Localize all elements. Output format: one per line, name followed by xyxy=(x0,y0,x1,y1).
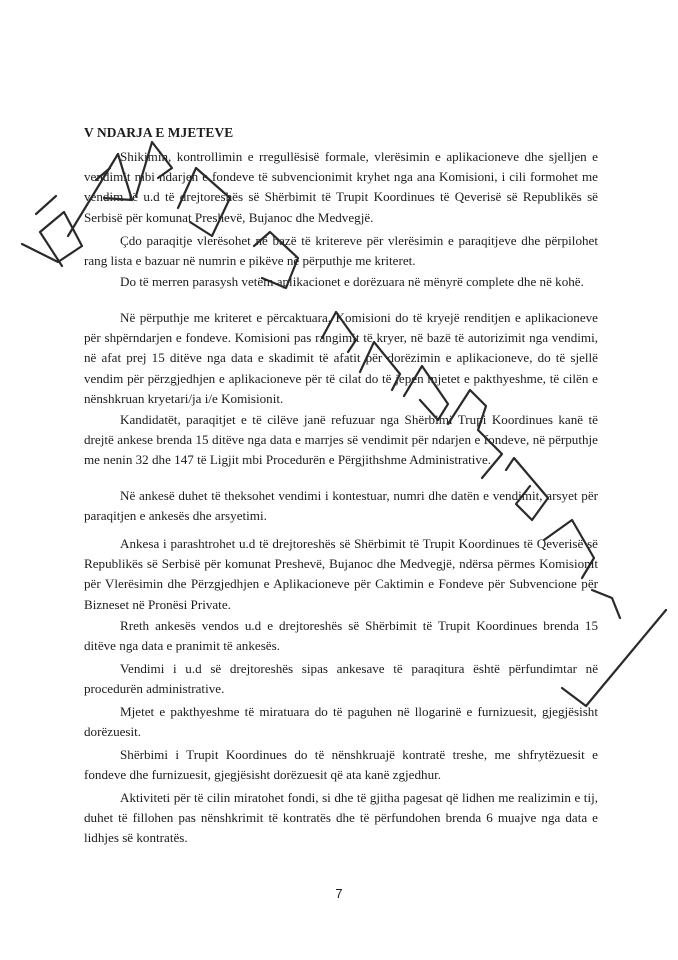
paragraph-selection-decision: Në përputhje me kriteret e përcaktuara, Komisioni do të kryejë renditjen e aplikacioneve për shpërndarjen e fondeve. Komisioni pas rangimit të kryer, në bazë të autorizimit nga vendimi, në afat prej 15 ditëve nga data e skadimit të afatit për dorëzimin e aplikacioneve, do të sjellë vendim për përzgjedhjen e aplikacioneve për të cilat do të jepen mjetet e pakthyeshme, të cilën e nënshkruan kryetari/ja i/e Komisionit. xyxy=(84,310,598,406)
paragraph-payment: Mjetet e pakthyeshme të miratuara do të paguhen në llogarinë e furnizuesit, gjegjësisht dorëzuesit. xyxy=(84,704,598,740)
paragraph-appeal-contents: Në ankesë duhet të theksohet vendimi i kontestuar, numri dhe datën e vendimit, arsyet për paraqitjen e ankesës dhe arsyetimi. xyxy=(84,488,598,524)
paragraph-final-decision: Vendimi i u.d së drejtoreshës sipas ankesave të paraqitura është përfundimtar në procedurën administrative. xyxy=(84,661,598,697)
paragraph-activity-timeline: Aktiviteti për të cilin miratohet fondi, si dhe të gjitha pagesat që lidhen me realizimin e tij, duhet të fillohen pas nënshkrimit të kontratës dhe të përfundohen brenda 6 muajve nga data e lidhjes së kontratës. xyxy=(84,790,598,846)
paragraph-right-to-appeal: Kandidatët, paraqitjet e të cilëve janë refuzuar nga Shërbimi Trupi Koordinues kanë të drejtë ankese brenda 15 ditëve nga data e marrjes së vendimit për ndarjen e fondeve, në përputhje me nenin 32 dhe 147 të Ligjit mbi Procedurën e Përgjithshme Administrative. xyxy=(84,412,598,468)
paragraph-appeal-submission: Ankesa i parashtrohet u.d të drejtoreshës së Shërbimit të Trupit Koordinues të Qeverisë së Republikës së Serbisë për komunat Preshevë, Bujanoc dhe Medvegjë, ndërsa përmes Komisionit për Vlerësimin dhe Përzgjedhjen e Aplikacioneve për Caktimin e Fondeve për Subvencione për Bizneset në Pronësi Private. xyxy=(84,536,598,612)
paragraph-complete-applications: Do të merren parasysh vetëm aplikacionet e dorëzuara në mënyrë complete dhe në kohë. xyxy=(120,274,584,289)
paragraph-tripartite-contract: Shërbimi i Trupit Koordinues do të nënshkruajë kontratë treshe, me shfrytëzuesit e fondeve dhe furnizuesit, gjegjësisht dorëzuesit që ata kanë zgjedhur. xyxy=(84,747,598,783)
paragraph-appeal-decision: Rreth ankesës vendos u.d e drejtoreshës së Shërbimit të Trupit Koordinues brenda 15 ditëve nga data e pranimit të ankesës. xyxy=(84,618,598,654)
paragraph-rank-list: Çdo paraqitje vlerësohet në bazë të kritereve për vlerësimin e paraqitjeve dhe përpilohet rang lista e bazuar në numrin e pikëve në përputhje me kriteret. xyxy=(84,233,598,269)
page-number: 7 xyxy=(335,886,343,901)
section-heading: V NDARJA E MJETEVE xyxy=(84,125,234,140)
paragraph-evaluation-commission: Shikimin, kontrollimin e rregullësisë formale, vlerësimin e aplikacioneve dhe sjelljen e vendimit mbi ndarjen e fondeve të subvencionimit kryhet nga ana Komisioni, i cili formohet me vendim të u.d të drejtoreshës së Shërbimit të Trupit Koordinues të Qeverisë së Republikës së Serbisë për komunat Preshevë, Bujanoc dhe Medvegjë. xyxy=(84,149,598,225)
